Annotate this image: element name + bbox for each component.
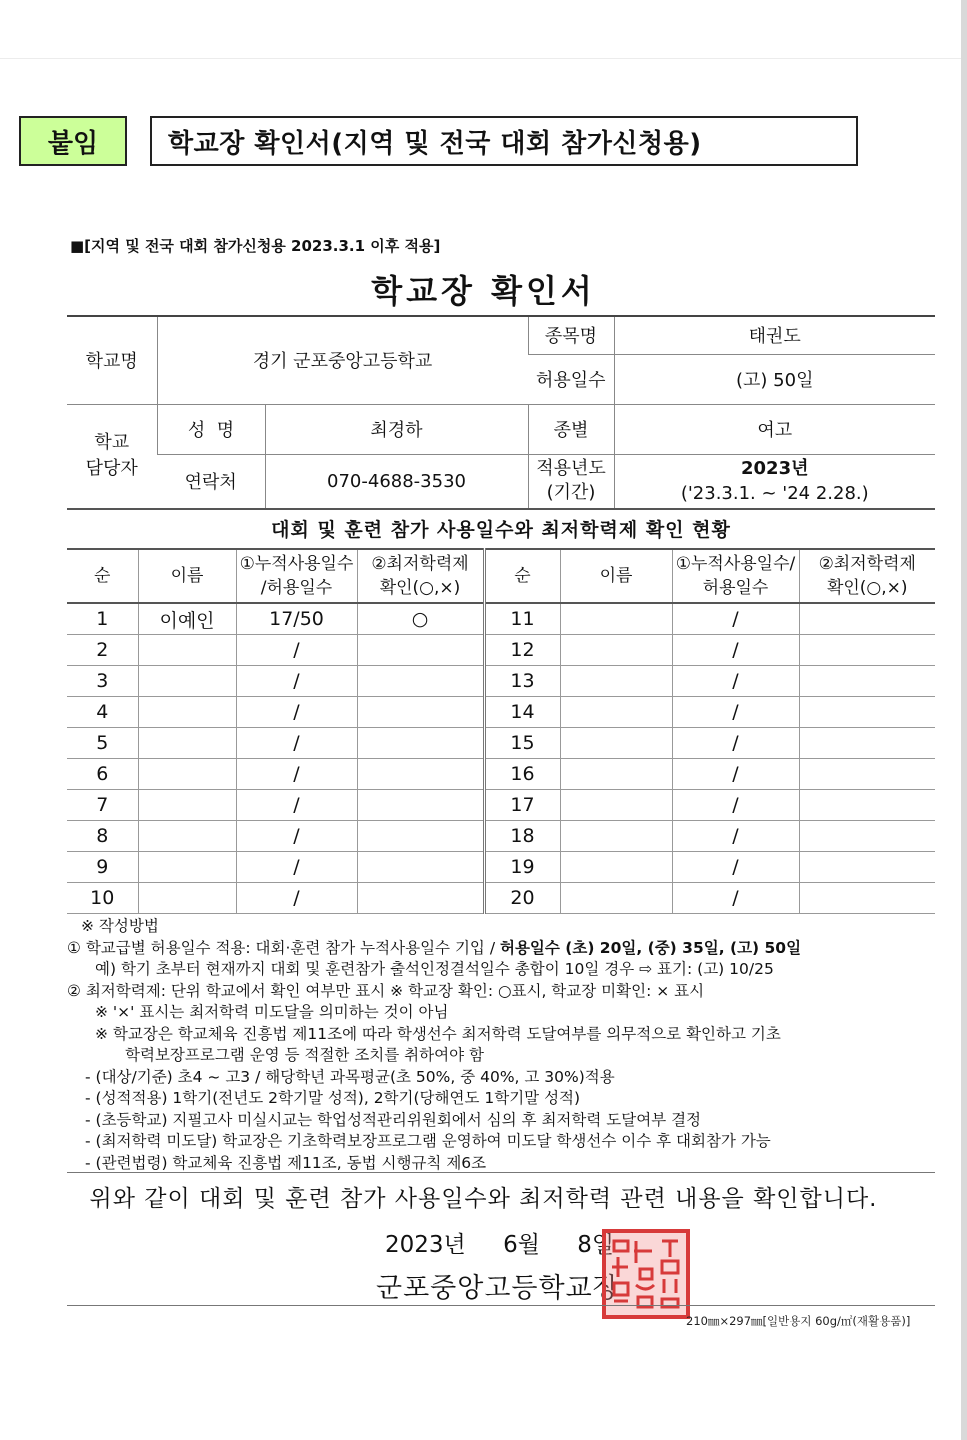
row-check bbox=[799, 728, 935, 759]
table-row bbox=[67, 883, 935, 914]
contact-value: 070-4688-3530 bbox=[265, 454, 528, 508]
row-name bbox=[138, 635, 236, 666]
document-title: 학교장 확인서 bbox=[371, 272, 596, 310]
row-name: 이예인 bbox=[138, 603, 236, 635]
row-name bbox=[560, 821, 672, 852]
row-check bbox=[357, 852, 484, 883]
row-name bbox=[138, 821, 236, 852]
note-8: - (최저학력 미도달) 학교장은 기초학력보장프로그램 운영하여 미도달 학생선수 이수 후 대회참가 가능 bbox=[85, 1132, 771, 1150]
row-days: / bbox=[672, 883, 799, 914]
paper-spec: 210㎜×297㎜[일반용지 60g/㎡(재활용품)] bbox=[686, 1314, 911, 1328]
row-name bbox=[138, 883, 236, 914]
row-name bbox=[560, 697, 672, 728]
row-no: 13 bbox=[484, 666, 560, 697]
row-check bbox=[799, 821, 935, 852]
row-no: 5 bbox=[67, 728, 138, 759]
school-name-label: 학교명 bbox=[67, 316, 157, 404]
confirmation-text: 위와 같이 대회 및 훈련 참가 사용일수와 최저학력 관련 내용을 확인합니다. bbox=[89, 1186, 878, 1212]
row-days: 17/50 bbox=[236, 603, 357, 635]
note-5: - (대상/기준) 초4 ~ 고3 / 해당학년 과목평균(초 50%, 중 40%, 고 30%)적용 bbox=[85, 1067, 615, 1086]
row-no: 9 bbox=[67, 852, 138, 883]
row-days: / bbox=[236, 666, 357, 697]
row-check bbox=[799, 883, 935, 914]
row-name bbox=[560, 759, 672, 790]
manager-label: 학교 담당자 bbox=[67, 404, 157, 508]
year-label: 적용년도 (기간) bbox=[528, 454, 614, 508]
row-name bbox=[138, 759, 236, 790]
document-header-title: 학교장 확인서(지역 및 전국 대회 참가신청용) bbox=[150, 116, 858, 166]
row-check bbox=[799, 666, 935, 697]
category-label: 종별 bbox=[528, 404, 614, 454]
manager-name-value: 최경하 bbox=[265, 404, 528, 454]
row-days: / bbox=[672, 790, 799, 821]
row-check bbox=[357, 666, 484, 697]
row-no: 10 bbox=[67, 883, 138, 914]
row-days: / bbox=[672, 852, 799, 883]
row-no: 7 bbox=[67, 790, 138, 821]
row-days: / bbox=[236, 790, 357, 821]
col-check: ②최저학력제 확인(○,×) bbox=[357, 549, 484, 603]
row-no: 16 bbox=[484, 759, 560, 790]
col-no: 순 bbox=[67, 549, 138, 603]
row-check bbox=[357, 759, 484, 790]
row-days: / bbox=[672, 728, 799, 759]
row-no: 8 bbox=[67, 821, 138, 852]
section-title: 대회 및 훈련 참가 사용일수와 최저학력제 확인 현황 bbox=[67, 508, 935, 550]
row-days: / bbox=[672, 697, 799, 728]
row-days: / bbox=[236, 852, 357, 883]
row-days: / bbox=[236, 697, 357, 728]
col-name-2: 이름 bbox=[560, 549, 672, 603]
col-days: ①누적사용일수 /허용일수 bbox=[236, 549, 357, 603]
row-name bbox=[138, 790, 236, 821]
divider-top bbox=[67, 1172, 935, 1173]
row-days: / bbox=[672, 666, 799, 697]
school-info-table bbox=[67, 315, 935, 509]
col-name: 이름 bbox=[138, 549, 236, 603]
divider-bottom bbox=[67, 1305, 935, 1306]
applicability-note: ■[지역 및 전국 대회 참가신청용 2023.3.1 이후 적용] bbox=[70, 237, 441, 255]
row-days: / bbox=[236, 883, 357, 914]
allowed-days-value: (고) 50일 bbox=[614, 354, 935, 404]
row-name bbox=[560, 790, 672, 821]
row-name bbox=[138, 728, 236, 759]
table-row bbox=[67, 821, 935, 852]
row-check bbox=[799, 852, 935, 883]
row-no: 19 bbox=[484, 852, 560, 883]
row-no: 18 bbox=[484, 821, 560, 852]
row-name bbox=[138, 852, 236, 883]
instructions bbox=[67, 916, 935, 1174]
allowed-days-label: 허용일수 bbox=[528, 354, 614, 404]
sport-value: 태권도 bbox=[614, 316, 935, 354]
row-no: 14 bbox=[484, 697, 560, 728]
note-1-text: ① 학교급별 허용일수 적용: 대회·훈련 참가 누적사용일수 기입 / bbox=[67, 938, 500, 957]
note-6: - (성적적용) 1학기(전년도 2학기말 성적), 2학기(당해연도 1학기말 성적) bbox=[85, 1089, 581, 1107]
row-days: / bbox=[672, 603, 799, 635]
row-check bbox=[799, 790, 935, 821]
date-year: 2023년 bbox=[385, 1232, 466, 1258]
row-check bbox=[799, 635, 935, 666]
row-check bbox=[799, 697, 935, 728]
table-row bbox=[67, 666, 935, 697]
row-name bbox=[560, 883, 672, 914]
row-name bbox=[138, 666, 236, 697]
year-cell bbox=[614, 454, 935, 508]
note-4b: 학력보장프로그램 운영 등 적절한 조치를 취하여야 함 bbox=[125, 1046, 484, 1064]
table-row bbox=[67, 790, 935, 821]
row-check bbox=[357, 697, 484, 728]
table-row bbox=[67, 635, 935, 666]
date-month: 6월 bbox=[503, 1232, 540, 1258]
row-no: 12 bbox=[484, 635, 560, 666]
row-name bbox=[560, 635, 672, 666]
row-days: / bbox=[672, 759, 799, 790]
row-days: / bbox=[236, 635, 357, 666]
row-name bbox=[560, 666, 672, 697]
school-name-value: 경기 군포중앙고등학교 bbox=[157, 316, 528, 404]
date-day: 8일 bbox=[577, 1232, 615, 1258]
col-no-2: 순 bbox=[484, 549, 560, 603]
contact-label: 연락처 bbox=[157, 454, 265, 508]
note-4a: ※ 학교장은 학교체육 진흥법 제11조에 따라 학생선수 최저학력 도달여부를 의무적으로 확인하고 기초 bbox=[95, 1024, 781, 1043]
row-no: 11 bbox=[484, 603, 560, 635]
note-2: ② 최저학력제: 단위 학교에서 확인 여부만 표시 ※ 학교장 확인: ○표시, 학교장 미확인: × 표시 bbox=[67, 981, 705, 1000]
row-check bbox=[799, 759, 935, 790]
row-days: / bbox=[672, 821, 799, 852]
table-row bbox=[67, 697, 935, 728]
note-7: - (초등학교) 지필고사 미실시교는 학업성적관리위원회에서 심의 후 최저학력 도달여부 결정 bbox=[85, 1110, 702, 1129]
col-days-2: ①누적사용일수/ 허용일수 bbox=[672, 549, 799, 603]
row-name bbox=[560, 728, 672, 759]
period-value: ('23.3.1. ~ '24 2.28.) bbox=[680, 483, 869, 504]
table-row bbox=[67, 728, 935, 759]
row-check: ○ bbox=[357, 603, 484, 635]
row-days: / bbox=[672, 635, 799, 666]
row-no: 17 bbox=[484, 790, 560, 821]
principal-signature: 군포중앙고등학교장 bbox=[376, 1273, 620, 1304]
note-1-allowed: 허용일수 (초) 20일, (중) 35일, (고) 50일 bbox=[499, 938, 802, 957]
row-no: 6 bbox=[67, 759, 138, 790]
year-value: 2023년 bbox=[741, 458, 809, 479]
row-no: 3 bbox=[67, 666, 138, 697]
row-no: 20 bbox=[484, 883, 560, 914]
table-row bbox=[67, 852, 935, 883]
note-3: ※ '×' 표시는 최저학력 미도달을 의미하는 것이 아님 bbox=[95, 1003, 449, 1021]
row-days: / bbox=[236, 759, 357, 790]
table-row bbox=[67, 759, 935, 790]
row-days: / bbox=[236, 728, 357, 759]
col-check-2: ②최저학력제 확인(○,×) bbox=[799, 549, 935, 603]
row-check bbox=[799, 603, 935, 635]
row-check bbox=[357, 635, 484, 666]
row-no: 15 bbox=[484, 728, 560, 759]
row-name bbox=[560, 603, 672, 635]
note-1-example: 예) 학기 초부터 현재까지 대회 및 훈련참가 출석인정결석일수 총합이 10일 경우 ⇨ 표기: (고) 10/25 bbox=[95, 960, 774, 978]
row-name bbox=[560, 852, 672, 883]
note-1 bbox=[67, 938, 935, 960]
row-check bbox=[357, 728, 484, 759]
note-9: - (관련법령) 학교체육 진흥법 제11조, 동법 시행규칙 제6조 bbox=[85, 1153, 487, 1172]
row-check bbox=[357, 821, 484, 852]
row-no: 4 bbox=[67, 697, 138, 728]
row-check bbox=[357, 883, 484, 914]
manager-name-label: 성 명 bbox=[157, 404, 265, 454]
sport-label: 종목명 bbox=[528, 316, 614, 354]
issue-date bbox=[385, 1226, 614, 1259]
row-name bbox=[138, 697, 236, 728]
viewer-top-bar bbox=[0, 0, 967, 59]
table-row bbox=[67, 603, 935, 635]
row-no: 1 bbox=[67, 603, 138, 635]
student-list-table bbox=[67, 548, 935, 914]
category-value: 여고 bbox=[614, 404, 935, 454]
row-check bbox=[357, 790, 484, 821]
row-no: 2 bbox=[67, 635, 138, 666]
row-days: / bbox=[236, 821, 357, 852]
notes-heading: ※ 작성방법 bbox=[81, 917, 159, 935]
attachment-tag: 붙임 bbox=[19, 116, 127, 166]
viewer-scroll-edge bbox=[961, 0, 967, 1440]
